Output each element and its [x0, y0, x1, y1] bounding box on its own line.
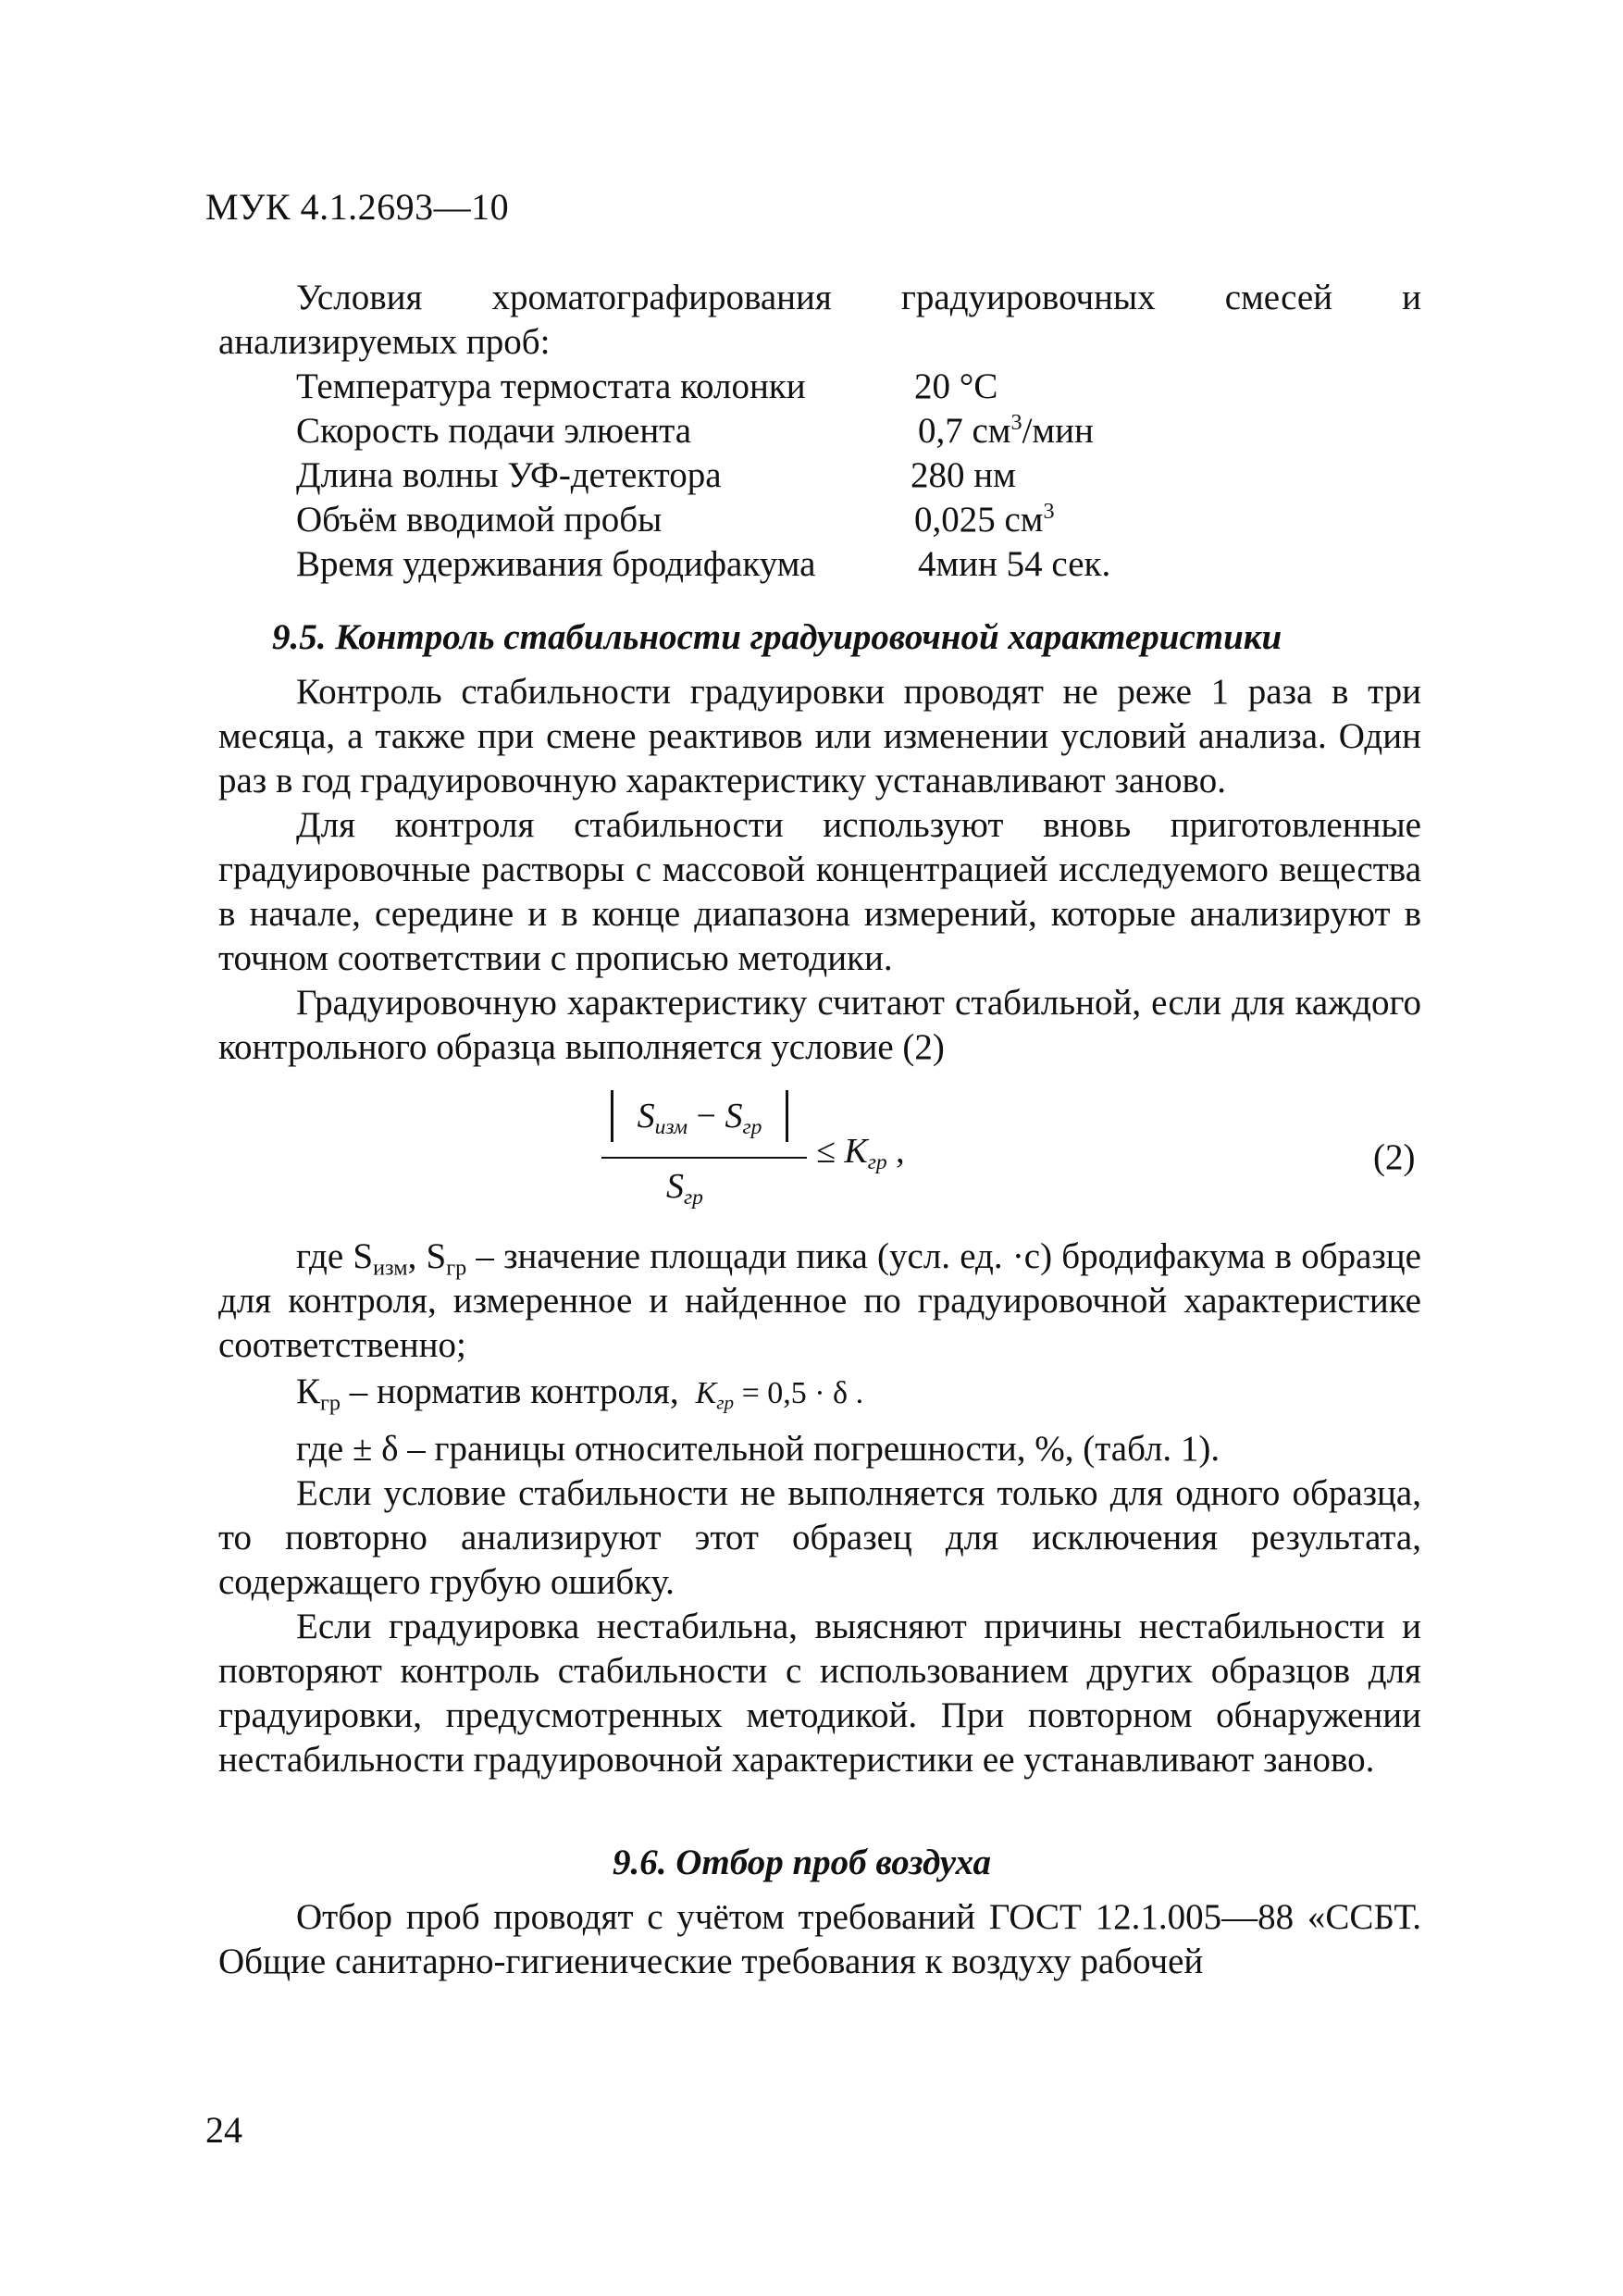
fraction-bar — [601, 1157, 807, 1159]
formula-subscript: гр — [867, 1150, 887, 1175]
condition-value-sup: 3 — [1043, 499, 1055, 524]
paragraph: Если условие стабильности не выполняется только для одного образца, то повторно анализируют этот образец для исключения результата, содержащего грубую ошибку. — [218, 1473, 1421, 1602]
paragraph: где ± δ – границы относительной погрешности, %, (табл. 1). — [296, 1429, 1220, 1469]
intro-paragraph: Условия хроматографирования градуировочных смесей и анализируемых проб: — [218, 278, 1421, 362]
formula-number: (2) — [1373, 1137, 1416, 1177]
condition-value: 20 °C — [914, 366, 998, 406]
condition-label: Скорость подачи элюента — [296, 411, 692, 451]
where-block — [218, 1235, 1421, 1782]
formula-denominator — [666, 1160, 703, 1212]
condition-value-sup: 3 — [1010, 410, 1022, 435]
section-heading-9-6: 9.6. Отбор проб воздуха — [613, 1843, 992, 1882]
k-definition — [218, 1370, 1421, 1416]
formula-2 — [601, 1083, 1064, 1212]
subscript: гр — [446, 1255, 467, 1281]
paragraph: Если градуировка нестабильна, выясняют причины нестабильности и повторяют контроль стабильности с использованием других образцов для градуировки, предусмотренных методикой. При повторном обнаружении нестабильности градуировочной характеристики ее устанавливают заново. — [218, 1607, 1421, 1780]
condition-value-text: 0,025 см — [914, 500, 1044, 540]
formula-symbol: S — [725, 1097, 743, 1136]
paragraph: Контроль стабильности градуировки проводят не реже 1 раза в три месяца, а также при смене реактивов или изменении условий анализа. Один раз в год градуировочную характеристику устанавливают заново. — [218, 672, 1421, 800]
text-run: где S — [296, 1236, 374, 1276]
formula-punctuation: , — [886, 1132, 905, 1171]
where-paragraph — [218, 1235, 1421, 1368]
text-run: К — [296, 1371, 321, 1411]
condition-value — [914, 498, 1055, 542]
formula-symbol: S — [666, 1167, 684, 1206]
condition-value — [918, 409, 1094, 453]
running-header: МУК 4.1.2693—10 — [205, 186, 510, 228]
condition-label: Длина волны УФ-детектора — [296, 455, 722, 495]
formula-symbol: S — [637, 1097, 655, 1136]
condition-value-text: 0,7 см — [918, 411, 1011, 451]
condition-value: 4мин 54 сек. — [918, 544, 1111, 584]
formula-operator: − — [688, 1097, 725, 1136]
formula-subscript: гр — [742, 1115, 762, 1140]
section-9-6-body — [218, 1895, 1421, 1984]
condition-label: Время удерживания бродифакума — [296, 544, 816, 584]
section-heading-9-5: 9.5. Контроль стабильности градуировочной характеристики — [272, 617, 1282, 657]
page-number: 24 — [205, 2109, 242, 2151]
section-9-5-body — [218, 670, 1421, 1070]
paragraph: Отбор проб проводят с учётом требований ГОСТ 12.1.005—88 «ССБТ. Общие санитарно-гигиенические требования к воздуху рабочей — [218, 1897, 1421, 1981]
paragraph: Для контроля стабильности используют вновь приготовленные градуировочные растворы с массовой концентрацией исследуемого вещества в начале, середине и в конце диапазона измерений, которые анализируют в точном соответствии с прописью методики. — [218, 805, 1421, 978]
formula-subscript: изм — [654, 1115, 688, 1140]
intro-block — [218, 276, 1421, 365]
formula-subscript: гр — [716, 1391, 735, 1414]
subscript: изм — [373, 1255, 408, 1281]
text-run: – значение площади пика (усл. ед. ·c) бродифакума в образце для контроля, измеренное и найденное по градуировочной характеристике соответственно; — [218, 1236, 1421, 1365]
formula-expression: = 0,5 · δ . — [734, 1376, 864, 1410]
text-run: , S — [407, 1236, 447, 1276]
text-run: – норматив контроля, — [341, 1371, 679, 1411]
formula-numerator — [611, 1090, 788, 1142]
condition-label: Температура термостата колонки — [296, 366, 806, 406]
subscript: гр — [320, 1390, 341, 1416]
condition-value-suffix: /мин — [1022, 411, 1094, 451]
condition-value: 280 нм — [911, 455, 1016, 495]
k-formula — [695, 1376, 864, 1414]
formula-subscript: гр — [684, 1185, 703, 1210]
formula-symbol: ≤ K — [816, 1132, 868, 1171]
formula-symbol: K — [695, 1376, 717, 1410]
condition-label: Объём вводимой пробы — [296, 500, 663, 540]
formula-rhs — [816, 1131, 905, 1175]
paragraph: Градуировочную характеристику считают стабильной, если для каждого контрольного образца выполняется условие (2) — [218, 983, 1421, 1067]
